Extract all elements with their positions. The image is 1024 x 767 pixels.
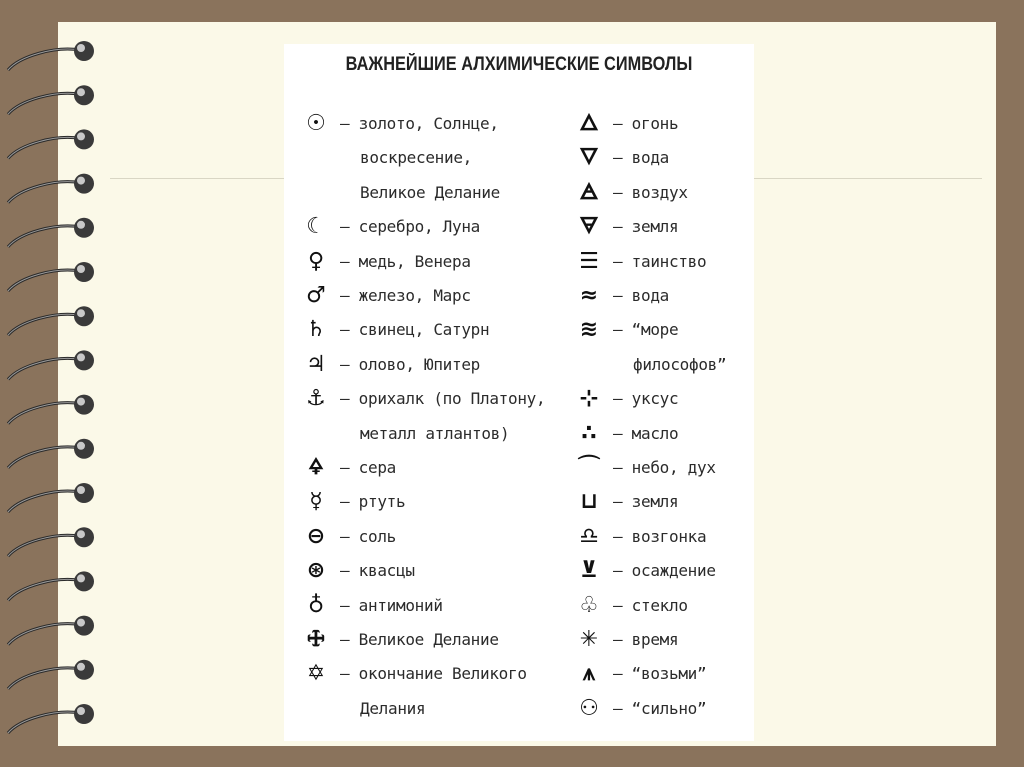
binding-ring-hole [74,174,94,194]
binding-ring-wire [8,491,80,512]
earth-triangle-icon: 🜃 [579,214,599,240]
binding-ring-hole [77,574,85,582]
sea-waves-icon: ≋ [579,317,599,343]
glass-icon: ♧ [579,592,599,618]
symbol-meaning: – уксус [613,389,679,409]
binding-ring-hole [77,707,85,715]
symbol-meaning: – золото, Солнце, [340,114,499,133]
binding-ring-hole [74,218,94,238]
water-waves-icon: ≈ [579,283,599,308]
salt-icon: ⊖ [306,523,326,549]
symbol-meaning: – таинство [613,251,707,271]
binding-ring-wire [8,359,80,380]
binding-ring-hole [74,306,94,326]
binding-ring-hole [74,395,94,415]
symbol-meaning: – небо, дух [613,458,716,477]
binding-ring-hole [74,571,94,591]
binding-ring-hole [77,663,85,671]
symbol-meaning: – вода [613,148,669,168]
symbol-meaning: – антимоний [340,595,443,615]
binding-ring-hole [77,132,85,140]
symbol-meaning: – вода [613,286,669,305]
vinegar-icon: ⊹ [579,386,599,412]
binding-ring-hole [74,439,94,459]
hexagram-icon: ✡ [306,661,326,687]
sky-spirit-icon: ⌒ [577,455,600,480]
binding-ring-wire [8,93,80,114]
alum-icon: ⊛ [306,558,326,584]
symbol-meaning: – “сильно” [613,698,707,718]
binding-ring-wire [8,624,80,645]
binding-ring-hole [77,353,85,361]
symbol-meaning: – окончание Великого [340,664,527,684]
binding-ring-hole [74,704,94,724]
orichalcum-icon: ⚓ [306,386,326,412]
binding-ring-wire [8,182,80,203]
symbol-meaning: – осаждение [613,561,716,581]
binding-ring-hole [77,398,85,406]
take-icon: ⩚ [582,661,596,687]
mars-icon: ♂ [306,283,326,308]
symbol-meaning: – масло [613,423,679,443]
time-icon: ✳ [579,627,599,652]
binding-ring-wire [8,270,80,291]
binding-ring-hole [77,619,85,627]
symbol-meaning: – “море [613,320,679,340]
symbol-meaning-continued: философов” [633,354,727,374]
binding-ring-hole [77,309,85,317]
symbol-meaning-continued: Великое Делание [360,182,500,202]
spiral-binding [0,0,110,767]
oil-icon: ∴ [581,420,597,446]
symbol-meaning: – соль [340,526,396,546]
page-title: ВАЖНЕЙШИЕ АЛХИМИЧЕСКИЕ СИМВОЛЫ [345,54,693,75]
binding-ring-hole [77,88,85,96]
binding-ring-wire [8,314,80,335]
symbol-meaning: – квасцы [340,561,415,581]
great-work-icon: 🜊 [307,627,325,652]
binding-ring-wire [8,668,80,689]
earth-cup-icon: ⊔ [580,489,598,515]
symbol-meaning: – ртуть [340,492,406,512]
symbol-meaning: – олово, Юпитер [340,354,480,374]
air-triangle-icon: 🜁 [579,179,599,205]
fire-triangle-icon: 🜂 [579,111,599,136]
symbol-meaning: – стекло [613,595,688,615]
binding-ring-hole [74,527,94,547]
binding-ring-hole [74,483,94,503]
symbol-meaning: – свинец, Сатурн [340,320,490,340]
symbol-table-sheet [284,44,754,741]
symbol-meaning: – земля [613,217,679,237]
symbol-meaning: – воздух [613,182,688,202]
jupiter-icon: ♃ [306,351,326,377]
symbol-meaning: – орихалк (по Платону, [340,389,546,409]
binding-ring-hole [77,221,85,229]
symbol-meaning: – серебро, Луна [340,217,480,237]
binding-ring-hole [77,44,85,52]
sulfur-icon: 🜍 [308,455,324,480]
antimony-icon: ♁ [307,592,325,618]
binding-ring-hole [74,660,94,680]
binding-ring-hole [74,129,94,149]
binding-ring-wire [8,580,80,601]
symbol-meaning: – железо, Марс [340,286,471,305]
mercury-icon: ☿ [309,489,323,515]
symbol-meaning-continued: воскресение, [360,148,472,168]
precipitation-icon: ⊻ [580,558,598,584]
symbol-meaning: – возгонка [613,526,707,546]
water-triangle-icon: 🜄 [579,145,599,171]
binding-ring-wire [8,226,80,247]
mystery-icon: ☰ [579,248,599,274]
binding-ring-wire [8,535,80,556]
saturn-icon: ♄ [306,317,326,343]
crescent-moon-icon: ☾ [306,214,326,240]
symbol-meaning-continued: Делания [360,698,426,718]
binding-ring-wire [8,447,80,468]
binding-ring-hole [77,442,85,450]
binding-ring-hole [77,177,85,185]
symbol-meaning: – Великое Делание [340,630,499,649]
binding-ring-hole [77,486,85,494]
binding-ring-hole [74,616,94,636]
binding-ring-wire [8,403,80,424]
symbol-meaning: – сера [340,458,396,477]
symbol-meaning: – “возьми” [613,664,707,684]
symbol-meaning-continued: металл атлантов) [360,423,510,443]
binding-ring-hole [74,41,94,61]
sublimation-icon: ♎ [579,523,599,549]
binding-ring-hole [74,85,94,105]
binding-ring-hole [77,530,85,538]
symbol-meaning: – земля [613,492,679,512]
binding-ring-wire [8,49,80,70]
sun-circle-dot-icon: ☉ [306,111,326,136]
strongly-icon: ⚇ [579,695,599,721]
binding-ring-wire [8,712,80,733]
binding-ring-hole [74,262,94,282]
binding-ring-wire [8,138,80,159]
symbol-meaning: – медь, Венера [340,251,471,271]
symbol-meaning: – время [613,630,679,649]
binding-ring-hole [77,265,85,273]
binding-ring-hole [74,350,94,370]
symbol-meaning: – огонь [613,114,679,133]
venus-icon: ♀ [307,248,325,274]
